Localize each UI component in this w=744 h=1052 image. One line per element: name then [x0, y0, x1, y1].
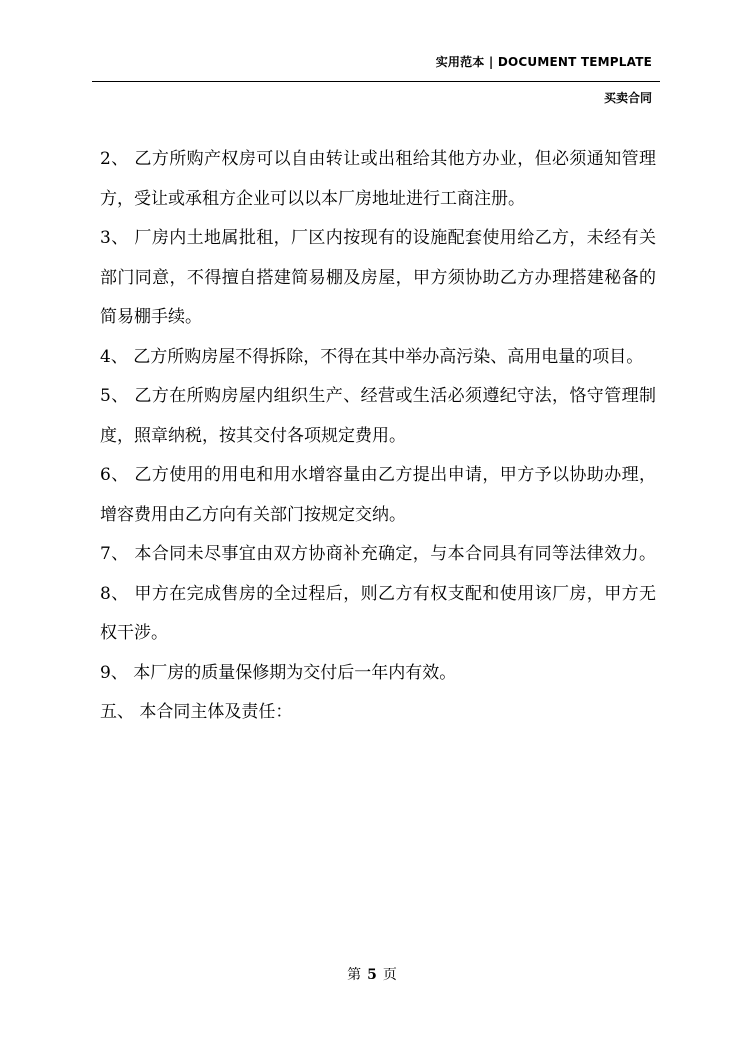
contract-clause-3: 3、 厂房内土地属批租，厂区内按现有的设施配套使用给乙方，未经有关部门同意，不得擅自搭建简易棚及房屋，甲方须协助乙方办理搭建秘备的简易棚手续。: [100, 228, 656, 327]
page-number: 5: [367, 967, 377, 983]
header-title: 实用范本 | DOCUMENT TEMPLATE: [435, 55, 652, 69]
document-type-label: 买卖合同: [603, 91, 652, 105]
section-heading-5: 五、 本合同主体及责任：: [100, 702, 293, 722]
contract-clause-7-8: 7、 本合同未尽事宜由双方协商补充确定，与本合同具有同等法律效力。 8、 甲方在完成售房的全过程后，则乙方有权支配和使用该厂房，甲方无权干涉。: [100, 544, 656, 643]
page-number-footer: [0, 964, 744, 984]
page-prefix: 第: [347, 967, 362, 983]
contract-clause-4: 4、 乙方所购房屋不得拆除，不得在其中举办高污染、高用电量的项目。: [100, 346, 644, 367]
contract-clause-2: 2、 乙方所购产权房可以自由转让或出租给其他方办业，但必须通知管理方，受让或承租方企业可以以本厂房地址进行工商注册。: [100, 149, 656, 209]
contract-clause-6: 6、 乙方使用的用电和用水增容量由乙方提出申请，甲方予以协助办理，增容费用由乙方向有关部门按规定交纳。: [100, 465, 656, 525]
header-divider: [92, 81, 660, 82]
page-suffix: 页: [382, 967, 397, 983]
contract-clause-9: 9、 本厂房的质量保修期为交付后一年内有效。: [100, 662, 457, 683]
contract-clause-5: 5、 乙方在所购房屋内组织生产、经营或生活必须遵纪守法，恪守管理制度，照章纳税，按其交付各项规定费用。: [100, 386, 656, 446]
document-body: [100, 140, 656, 733]
